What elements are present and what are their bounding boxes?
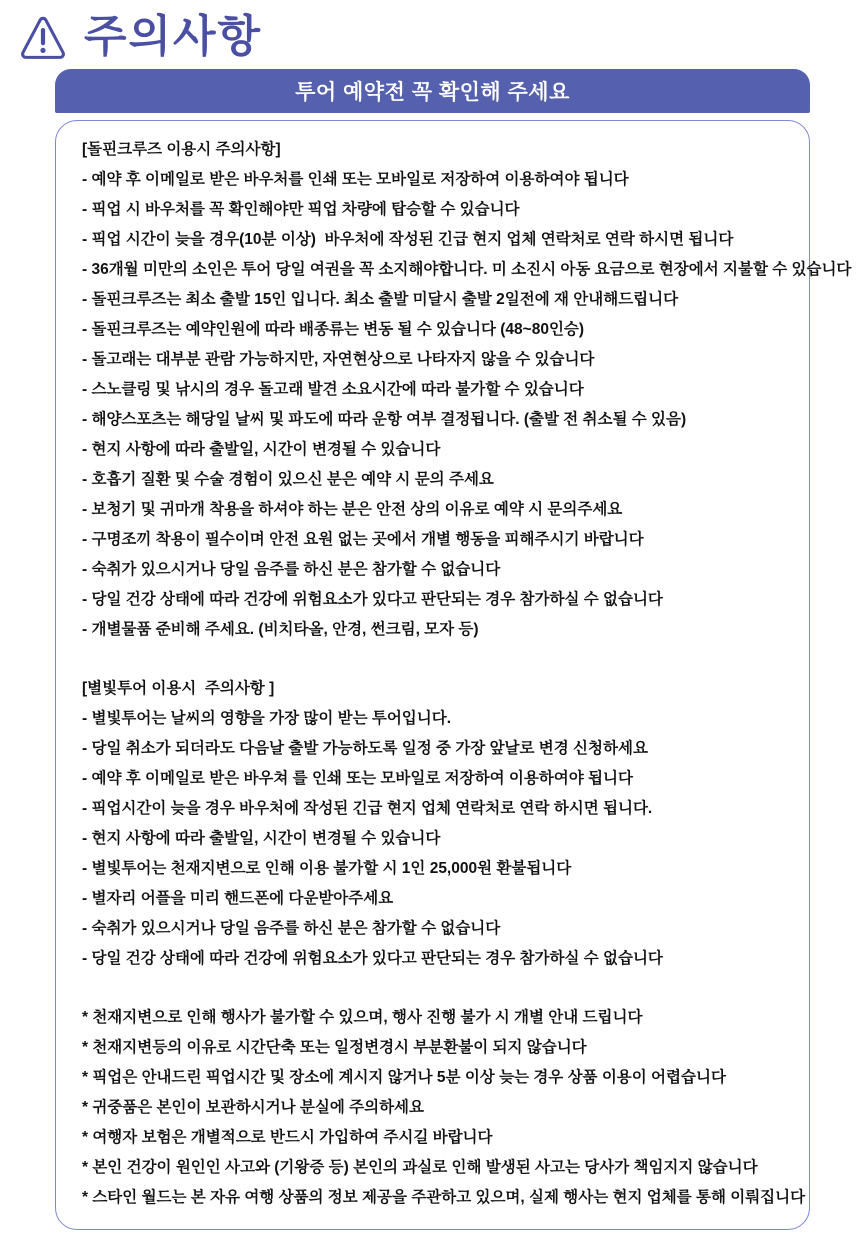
footnote-line: * 천재지변등의 이유로 시간단축 또는 일정변경시 부분환불이 되지 않습니다 xyxy=(82,1039,587,1056)
section-heading-dolphin-cruise: [돌핀크루즈 이용시 주의사항] xyxy=(82,141,281,158)
notice-line: - 당일 취소가 되더라도 다음날 출발 가능하도록 일정 중 가장 앞날로 변경 신청하세요 xyxy=(82,740,648,757)
notice-line: - 당일 건강 상태에 따라 건강에 위험요소가 있다고 판단되는 경우 참가하실 수 없습니다 xyxy=(82,591,663,608)
notice-line: - 구명조끼 착용이 필수이며 안전 요원 없는 곳에서 개별 행동을 피해주시기 바랍니다 xyxy=(82,531,644,548)
notice-line: - 돌핀크루즈는 최소 출발 15인 입니다. 최소 출발 미달시 출발 2일전에 재 안내해드립니다 xyxy=(82,291,679,308)
notice-line: - 스노클링 및 낚시의 경우 돌고래 발견 소요시간에 따라 불가할 수 있습니다 xyxy=(82,381,584,398)
section-starlight-tour xyxy=(82,674,783,974)
section-heading-starlight-tour: [별빛투어 이용시 주의사항 ] xyxy=(82,680,275,697)
notice-line: - 예약 후 이메일로 받은 바우쳐 를 인쇄 또는 모바일로 저장하여 이용하여야 됩니다 xyxy=(82,770,633,787)
notice-line: - 현지 사항에 따라 출발일, 시간이 변경될 수 있습니다 xyxy=(82,441,441,458)
footnote-line: * 천재지변으로 인해 행사가 불가할 수 있으며, 행사 진행 불가 시 개별 안내 드립니다 xyxy=(82,1009,643,1026)
footnote-line: * 본인 건강이 원인인 사고와 (기왕증 등) 본인의 과실로 인해 발생된 사고는 당사가 책임지지 않습니다 xyxy=(82,1159,758,1176)
notice-line: - 현지 사항에 따라 출발일, 시간이 변경될 수 있습니다 xyxy=(82,830,441,847)
section-footnotes xyxy=(82,1003,806,1213)
notice-line: - 별빛투어는 날씨의 영향을 가장 많이 받는 투어입니다. xyxy=(82,710,452,727)
notice-banner-text: 투어 예약전 꼭 확인해 주세요 xyxy=(295,81,570,104)
notice-banner xyxy=(55,69,810,113)
notice-line: - 숙취가 있으시거나 당일 음주를 하신 분은 참가할 수 없습니다 xyxy=(82,920,501,937)
notice-line: - 픽업시간이 늦을 경우 바우처에 작성된 긴급 현지 업체 연락처로 연락 하시면 됩니다. xyxy=(82,800,653,817)
notice-line: - 별자리 어플을 미리 핸드폰에 다운받아주세요 xyxy=(82,890,394,907)
notice-box xyxy=(55,120,852,1230)
notice-line: - 보청기 및 귀마개 착용을 하셔야 하는 분은 안전 상의 이유로 예약 시 문의주세요 xyxy=(82,501,623,518)
notice-line: - 픽업 시 바우처를 꼭 확인해야만 픽업 차량에 탑승할 수 있습니다 xyxy=(82,201,520,218)
notice-line: - 픽업 시간이 늦을 경우(10분 이상) 바우처에 작성된 긴급 현지 업체 연락처로 연락 하시면 됩니다 xyxy=(82,231,734,248)
notice-line: - 해양스포츠는 해당일 날씨 및 파도에 따라 운항 여부 결정됩니다. (출발 전 취소될 수 있음) xyxy=(82,411,687,428)
notice-line: - 돌고래는 대부분 관람 가능하지만, 자연현상으로 나타자지 않을 수 있습니다 xyxy=(82,351,595,368)
page-title: 주의사항 xyxy=(84,12,263,61)
notice-line: - 호흡기 질환 및 수술 경험이 있으신 분은 예약 시 문의 주세요 xyxy=(82,471,494,488)
section-items-starlight-tour xyxy=(82,704,783,974)
page-header xyxy=(0,0,860,64)
section-items-dolphin-cruise xyxy=(82,165,852,645)
notice-line: - 당일 건강 상태에 따라 건강에 위험요소가 있다고 판단되는 경우 참가하실 수 없습니다 xyxy=(82,950,663,967)
footnote-line: * 귀중품은 본인이 보관하시거나 분실에 주의하세요 xyxy=(82,1099,424,1116)
section-dolphin-cruise xyxy=(82,135,852,645)
notice-line: - 개별물품 준비해 주세요. (비치타올, 안경, 썬크림, 모자 등) xyxy=(82,621,479,638)
notice-line: - 돌핀크루즈는 예약인원에 따라 배종류는 변동 될 수 있습니다 (48~80인승) xyxy=(82,321,585,338)
notice-line: - 숙취가 있으시거나 당일 음주를 하신 분은 참가할 수 없습니다 xyxy=(82,561,501,578)
footnote-items xyxy=(82,1003,806,1213)
footnote-line: * 픽업은 안내드린 픽업시간 및 장소에 계시지 않거나 5분 이상 늦는 경우 상품 이용이 어렵습니다 xyxy=(82,1069,726,1086)
notice-line: - 예약 후 이메일로 받은 바우처를 인쇄 또는 모바일로 저장하여 이용하여야 됩니다 xyxy=(82,171,629,188)
notice-line: - 36개월 미만의 소인은 투어 당일 여권을 꼭 소지해야합니다. 미 소진시 아동 요금으로 현장에서 지불할 수 있습니다 xyxy=(82,261,852,278)
footnote-line: * 여행자 보험은 개별적으로 반드시 가입하여 주시길 바랍니다 xyxy=(82,1129,493,1146)
footnote-line: * 스타인 월드는 본 자유 여행 상품의 정보 제공을 주관하고 있으며, 실제 행사는 현지 업체를 통해 이뤄집니다 xyxy=(82,1189,806,1206)
warning-triangle-icon xyxy=(18,14,68,60)
notice-line: - 별빛투어는 천재지변으로 인해 이용 불가할 시 1인 25,000원 환불됩니다 xyxy=(82,860,572,877)
